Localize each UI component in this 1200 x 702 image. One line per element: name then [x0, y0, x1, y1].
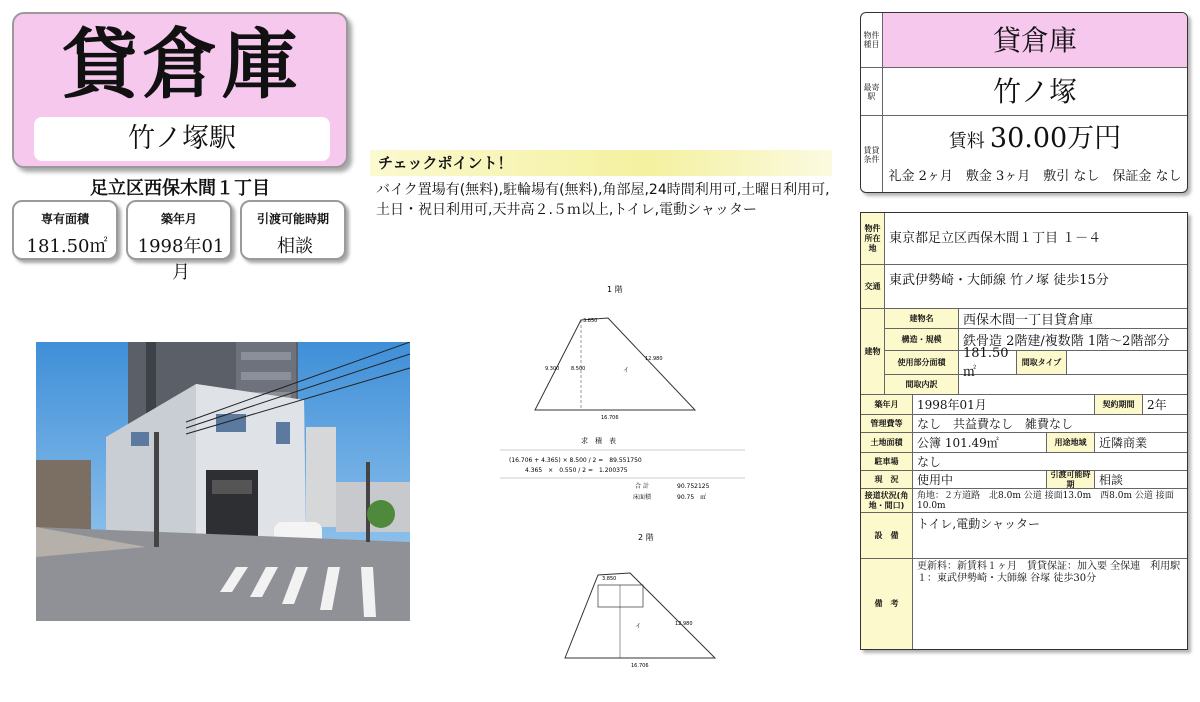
area-label: 専有面積: [40, 212, 89, 226]
status-label: 現 況: [861, 471, 913, 489]
room-mark-1: イ: [623, 367, 630, 374]
built-label-detail: 築年月: [861, 395, 913, 415]
calc-line-2: 4.365 × 0.550 / 2 = 1.200375: [525, 467, 628, 474]
station-value: 竹ノ塚: [992, 75, 1077, 108]
location-value: 東京都足立区西保木間１丁目 １－４: [885, 213, 1187, 265]
conditions-text: 礼金 2ヶ月 敷金 3ヶ月 敷引 なし 保証金 なし: [888, 169, 1182, 184]
mgmt-label: 管理費等: [861, 415, 913, 433]
floor1-label: 1 階: [607, 285, 623, 294]
type-row: [883, 13, 1187, 68]
land-value: 公簿 101.49㎡: [913, 433, 1047, 453]
contract-value: 2年: [1143, 395, 1187, 415]
contract-label: 契約期間: [1095, 395, 1143, 415]
remarks-label: 備 考: [861, 559, 913, 649]
address: 足立区西保木間１丁目: [90, 178, 270, 199]
equipment-label: 設 備: [861, 513, 913, 559]
title-card: [12, 12, 348, 168]
area-value: 181.50㎡: [26, 236, 108, 257]
status-value: 使用中: [913, 471, 1047, 489]
rent-value: 30.00万円: [989, 123, 1122, 154]
floor2-label: 2 階: [638, 533, 654, 542]
conditions-row: [883, 162, 1187, 192]
parking-label: 駐車場: [861, 453, 913, 471]
transport-value: 東武伊勢崎・大師線 竹ノ塚 徒歩15分: [885, 265, 1187, 309]
details-table: [860, 212, 1188, 650]
calc-title: 求 積 表: [581, 437, 616, 445]
floor-area-label: 床面積: [633, 494, 652, 501]
floor-plan: [495, 280, 750, 675]
layout-type-label: 間取タイプ: [1017, 351, 1067, 375]
calc-line-1: (16.706 + 4.365) × 8.500 / 2 = 89.551750: [509, 457, 642, 464]
type-value: 貸倉庫: [992, 24, 1077, 57]
zoning-value: 近隣商業: [1095, 433, 1187, 453]
mgmt-value: なし 共益費なし 雑費なし: [913, 415, 1187, 433]
area-pill: [12, 200, 118, 260]
dim-top-2: 3.850: [602, 576, 617, 582]
room-mark-2: イ: [635, 623, 642, 630]
remarks-value: 更新料：新賃料１ヶ月 賃貸保証：加入要 全保連 利用駅１：東武伊勢崎・大師線 谷塚 徒歩30分: [917, 561, 1181, 584]
built-pill: [126, 200, 232, 283]
road-label: 接道状況(角地・間口): [861, 489, 913, 513]
equipment-value: トイレ,電動シャッター: [913, 513, 1187, 559]
layout-type-value: [1067, 351, 1187, 375]
dim-right-2: 12.980: [675, 621, 693, 627]
station-name: 竹ノ塚駅: [34, 117, 330, 161]
handover-value: 相談: [277, 236, 313, 257]
floor-area-value: 90.75 ㎡: [677, 494, 707, 501]
built-value: 1998年01月: [137, 236, 225, 283]
building-label: 建物: [861, 309, 885, 395]
land-label: 土地面積: [861, 433, 913, 453]
location-label: 物件所在地: [861, 213, 885, 265]
checkpoint-text: バイク置場有(無料),駐輪場有(無料),角部屋,24時間利用可,土曜日利用可,土日・祝日利用可,天井高２.５ｍ以上,トイレ,電動シャッター: [376, 182, 830, 218]
dim-height: 8.500: [571, 366, 586, 372]
area-label-detail: 使用部分面積: [885, 351, 959, 375]
handover-value-detail: 相談: [1095, 471, 1187, 489]
area-value-detail: 181.50㎡: [959, 351, 1017, 375]
station-label: 最寄駅: [861, 68, 883, 116]
property-photo: [36, 342, 410, 621]
handover-pill: [240, 200, 346, 260]
rent-row: [883, 116, 1187, 162]
dim-right: 12.980: [645, 356, 663, 362]
rent-prefix: 賃料: [948, 131, 985, 152]
type-label: 物件種目: [861, 13, 883, 68]
road-value: 角地：２方道路 北8.0m 公道 接面13.0m 西8.0m 公道 接面10.0m: [913, 489, 1187, 513]
station-row: [883, 68, 1187, 116]
zoning-label: 用途地域: [1047, 433, 1095, 453]
checkpoint-heading: チェックポイント！: [370, 150, 832, 176]
total-value: 90.752125: [677, 483, 710, 490]
parking-value: なし: [913, 453, 1187, 471]
property-type-title: 貸倉庫: [62, 20, 302, 109]
handover-label: 引渡可能時期: [256, 212, 329, 226]
structure-label: 構造・規模: [885, 329, 959, 351]
total-label: 合 計: [635, 483, 649, 490]
structure-value: 鉄骨造 2階建/複数階 1階〜2階部分: [959, 329, 1187, 351]
layout-detail-value: [959, 375, 1187, 395]
building-name-label: 建物名: [885, 309, 959, 329]
handover-label-detail: 引渡可能時期: [1047, 471, 1095, 489]
conditions-label: 賃貸条件: [861, 116, 883, 193]
dim-left: 9.300: [545, 366, 560, 372]
transport-label: 交通: [861, 265, 885, 309]
summary-table: [860, 12, 1188, 193]
building-name-value: 西保木間一丁目貸倉庫: [959, 309, 1187, 329]
dim-bottom: 16.706: [601, 415, 619, 421]
layout-detail-label: 間取内訳: [885, 375, 959, 395]
built-value-detail: 1998年01月: [913, 395, 1095, 415]
dim-top: 3.850: [583, 318, 598, 324]
built-label: 築年月: [160, 212, 197, 226]
dim-bottom-2: 16.706: [631, 663, 649, 669]
